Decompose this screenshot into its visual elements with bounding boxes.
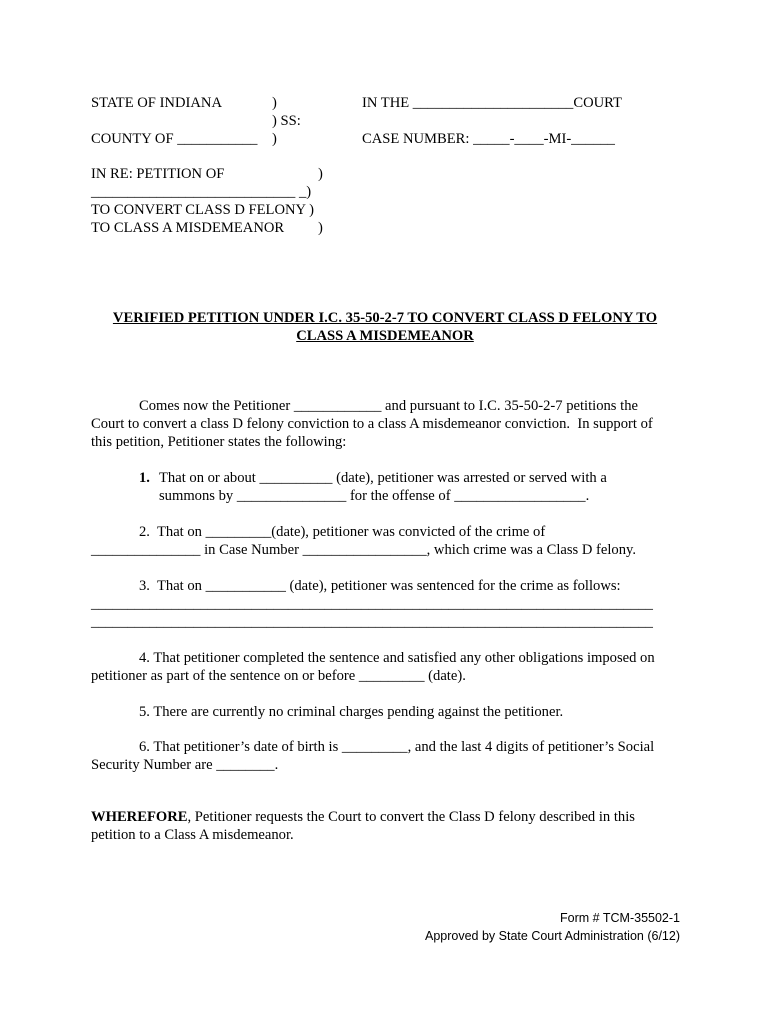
wherefore-text: , Petitioner requests the Court to convert the Class D felony described in this (187, 809, 635, 825)
intro-line: Comes now the Petitioner ____________ and pursuant to I.C. 35-50-2-7 petitions the (139, 398, 638, 414)
caption-paren: ) (272, 131, 277, 147)
petitioner-blank-line: ____________________________ _) (91, 184, 312, 200)
county-label: COUNTY OF ___________ (91, 131, 258, 147)
item6-line: 6. That petitioner’s date of birth is _________, and the last 4 digits of petitioner’s Social (139, 739, 655, 755)
intro-line: Court to convert a class D felony conviction to a class A misdemeanor conviction. In support of (91, 416, 653, 432)
wherefore-line2: petition to a Class A misdemeanor. (91, 827, 294, 843)
in-re-label: IN RE: PETITION OF (91, 166, 225, 182)
caption-paren: ) (272, 95, 277, 111)
item4-line: petitioner as part of the sentence on or before _________ (date). (91, 668, 466, 684)
item3-blank-line: _____________________________________________________________________________ (91, 596, 653, 612)
approval-note: Approved by State Court Administration (6/12) (425, 929, 680, 943)
item5-line: 5. There are currently no criminal charges pending against the petitioner. (139, 704, 564, 720)
item1-line: That on or about __________ (date), petitioner was arrested or served with a (159, 470, 607, 486)
item1-line: summons by _______________ for the offense of __________________. (159, 488, 590, 504)
petition-title-line1: VERIFIED PETITION UNDER I.C. 35-50-2-7 TO CONVERT CLASS D FELONY TO (112, 310, 658, 326)
item2-line: _______________ in Case Number _________________, which crime was a Class D felony. (91, 542, 637, 558)
wherefore-line1 (91, 809, 635, 826)
intro-line: this petition, Petitioner states the following: (91, 434, 347, 450)
convert-label-line2: TO CLASS A MISDEMEANOR (91, 220, 285, 236)
caption-paren: ) (318, 220, 323, 236)
ss-label: ) SS: (272, 113, 301, 129)
case-number-label: CASE NUMBER: _____-____-MI-______ (362, 131, 615, 147)
wherefore-bold: WHEREFORE (91, 809, 188, 825)
caption-paren: ) (318, 166, 323, 182)
petition-title-line2: CLASS A MISDEMEANOR (296, 328, 474, 344)
court-label: IN THE ______________________COURT (362, 95, 622, 111)
form-number: Form # TCM-35502-1 (560, 911, 680, 925)
item2-line: 2. That on _________(date), petitioner was convicted of the crime of (139, 524, 546, 540)
item3-blank-line: _____________________________________________________________________________ (91, 614, 653, 630)
convert-label-line1: TO CONVERT CLASS D FELONY ) (91, 202, 315, 218)
item6-line: Security Number are ________. (91, 757, 279, 773)
state-label: STATE OF INDIANA (91, 95, 222, 111)
item-number: 1. (139, 470, 150, 486)
item3-line: 3. That on ___________ (date), petitioner was sentenced for the crime as follows: (139, 578, 621, 594)
item4-line: 4. That petitioner completed the sentence and satisfied any other obligations imposed on (139, 650, 655, 666)
